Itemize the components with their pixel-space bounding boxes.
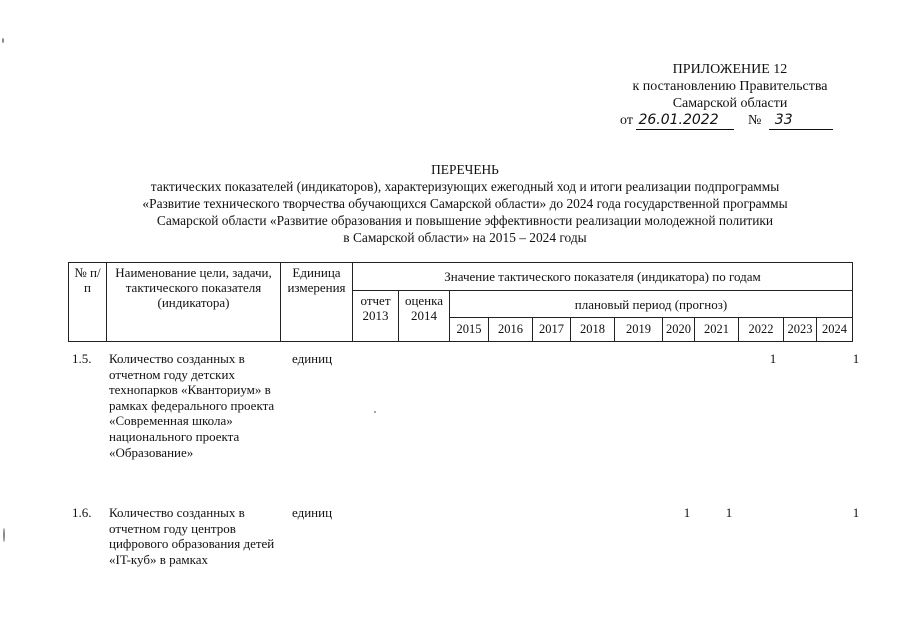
value-cell: 1 [683, 505, 691, 520]
handwritten-number: 33 [769, 112, 833, 130]
header-report-2013: отчет 2013 [353, 291, 399, 342]
header-estimate-2014: оценка 2014 [399, 291, 450, 342]
scan-speck [3, 528, 5, 542]
value-cell: 1 [852, 505, 860, 520]
handwritten-date: 26.01.2022 [636, 112, 734, 130]
year-header: 2019 [615, 318, 663, 342]
title-line-4: Самарской области «Развитие образования и повышение эффективности реализации молодежной политики [156, 213, 774, 228]
year-header: 2021 [695, 318, 739, 342]
indicator-table-header [68, 262, 853, 342]
header-number: № п/п [69, 263, 107, 342]
indicator-rows [68, 351, 874, 575]
date-prefix: от [620, 113, 633, 128]
row-unit: единиц [292, 351, 333, 366]
title-line-3: «Развитие технического творчества обучающихся Самарской области» до 2024 года государственной программы [142, 196, 788, 211]
scan-speck [374, 411, 376, 413]
year-header: 2018 [571, 318, 615, 342]
title-line-2: тактических показателей (индикаторов), характеризующих ежегодный ход и итоги реализации подпрограммы [150, 179, 780, 194]
title-heading: ПЕРЕЧЕНЬ [431, 162, 499, 177]
row-number: 1.5. [72, 351, 92, 366]
header-unit: Единица измерения [281, 263, 353, 342]
number-sign: № [747, 113, 762, 128]
year-header: 2020 [663, 318, 695, 342]
appendix-label: ПРИЛОЖЕНИЕ 12 [672, 62, 788, 77]
year-header: 2015 [450, 318, 489, 342]
row-indicator-name: Количество созданных в отчетном году детских технопарков «Кванториум» в рамках федерального проекта «Современная школа» национального проекта «Образование» [109, 351, 275, 460]
date-number-line [600, 112, 860, 130]
header-plan-period: плановый период (прогноз) [450, 291, 853, 318]
value-cell: 1 [725, 505, 733, 520]
year-header: 2024 [817, 318, 853, 342]
table-row [68, 351, 874, 505]
header-values: Значение тактического показателя (индикатора) по годам [353, 263, 853, 291]
resolution-label: к постановлению Правительства [632, 79, 828, 94]
row-unit: единиц [292, 505, 333, 520]
value-cell: 1 [852, 351, 860, 366]
table-row [68, 505, 874, 575]
year-header: 2023 [784, 318, 817, 342]
approval-block [600, 61, 860, 130]
row-indicator-name: Количество созданных в отчетном году центров цифрового образования детей «IT-куб» в рамках [109, 505, 275, 567]
scan-speck [2, 38, 4, 43]
year-header: 2022 [739, 318, 784, 342]
year-header: 2016 [489, 318, 533, 342]
row-number: 1.6. [72, 505, 92, 520]
region-label: Самарской области [672, 96, 788, 111]
value-cell: 1 [769, 351, 777, 366]
title-line-5: в Самарской области» на 2015 – 2024 годы [343, 230, 587, 245]
header-name: Наименование цели, задачи, тактического показателя (индикатора) [107, 263, 281, 342]
year-header: 2017 [533, 318, 571, 342]
document-title [60, 161, 870, 246]
